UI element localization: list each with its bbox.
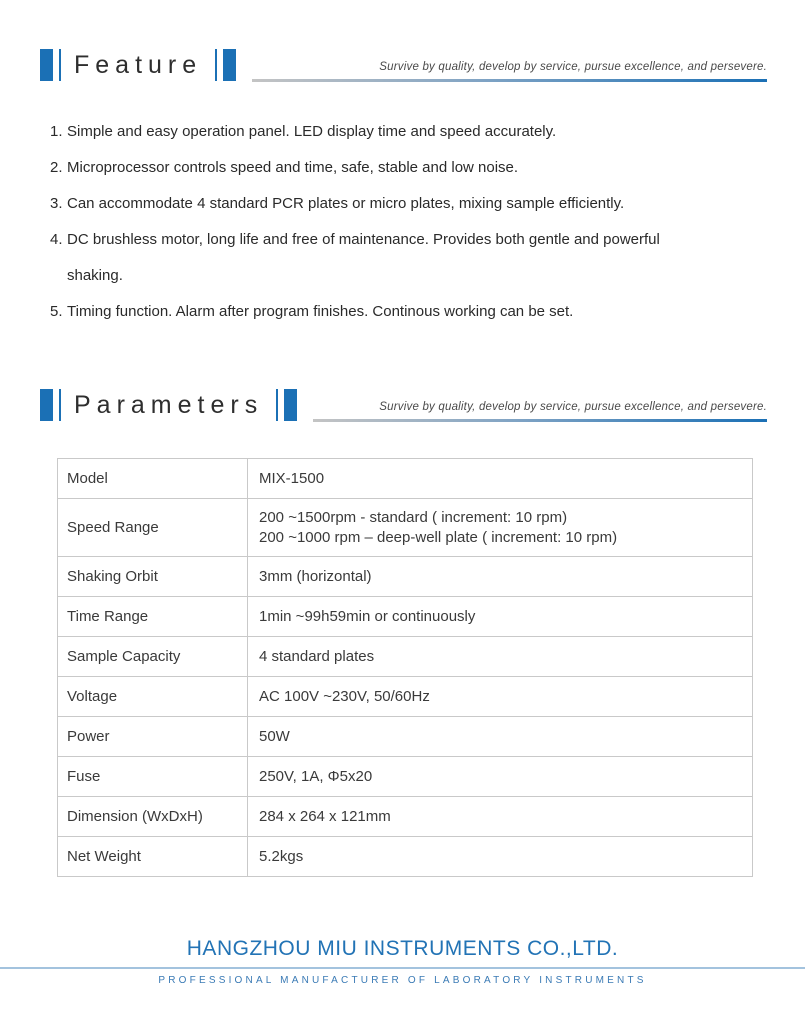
table-row bbox=[58, 459, 753, 499]
item-number: 1. bbox=[50, 123, 63, 140]
table-row bbox=[58, 557, 753, 597]
param-label: Time Range bbox=[58, 597, 248, 637]
item-body bbox=[67, 186, 765, 222]
table-row bbox=[58, 499, 753, 557]
table-row bbox=[58, 757, 753, 797]
param-label: Power bbox=[58, 717, 248, 757]
table-row bbox=[58, 677, 753, 717]
item-number: 5. bbox=[50, 303, 63, 320]
list-item bbox=[50, 150, 765, 186]
accent-bar-thick bbox=[284, 389, 297, 421]
accent-bar-thick bbox=[223, 49, 236, 81]
item-body bbox=[67, 150, 765, 186]
footer-divider bbox=[0, 967, 805, 969]
item-number: 3. bbox=[50, 195, 63, 212]
feature-header-right bbox=[252, 48, 767, 82]
param-value-line: 5.2kgs bbox=[259, 847, 304, 865]
param-value-line: 200 ~1500rpm - standard ( increment: 10 rpm) bbox=[259, 508, 568, 526]
param-label: Dimension (WxDxH) bbox=[58, 797, 248, 837]
item-text: DC brushless motor, long life and free of maintenance. Provides both gentle and powerful bbox=[67, 231, 660, 248]
accent-bar-thin bbox=[276, 389, 278, 421]
param-value-line: AC 100V ~230V, 50/60Hz bbox=[259, 687, 430, 705]
table-row bbox=[58, 717, 753, 757]
param-value bbox=[248, 757, 753, 797]
item-text: Can accommodate 4 standard PCR plates or micro plates, mixing sample efficiently. bbox=[67, 195, 625, 212]
param-value bbox=[248, 499, 753, 557]
param-value-line: 3mm (horizontal) bbox=[259, 567, 372, 585]
accent-bar-thin bbox=[59, 49, 61, 81]
param-value-line: MIX-1500 bbox=[259, 469, 325, 487]
feature-title: Feature bbox=[74, 51, 203, 79]
table-row bbox=[58, 797, 753, 837]
param-value bbox=[248, 837, 753, 877]
item-text: Timing function. Alarm after program finishes. Continous working can be set. bbox=[67, 303, 574, 320]
param-value-line2: 200 ~1000 rpm – deep-well plate ( increment: 10 rpm) bbox=[259, 528, 618, 546]
param-label: Sample Capacity bbox=[58, 637, 248, 677]
accent-bar-thin bbox=[59, 389, 61, 421]
param-value-line: 250V, 1A, Φ5x20 bbox=[259, 767, 373, 785]
param-value bbox=[248, 597, 753, 637]
table-row bbox=[58, 597, 753, 637]
param-label: Speed Range bbox=[58, 499, 248, 557]
company-name: HANGZHOU MIU INSTRUMENTS CO.,LTD. bbox=[186, 937, 619, 960]
item-body bbox=[67, 294, 765, 330]
parameters-header-rule bbox=[313, 419, 767, 422]
param-label: Shaking Orbit bbox=[58, 557, 248, 597]
item-number: 2. bbox=[50, 159, 63, 176]
item-body bbox=[67, 222, 765, 294]
parameters-header-right bbox=[313, 388, 767, 422]
parameters-section-header bbox=[40, 388, 767, 422]
param-value bbox=[248, 677, 753, 717]
parameters-tagline: Survive by quality, develop by service, pursue excellence, and persevere. bbox=[379, 401, 767, 413]
table-row bbox=[58, 637, 753, 677]
accent-bar-thin bbox=[215, 49, 217, 81]
feature-section-header bbox=[40, 48, 767, 82]
list-item bbox=[50, 114, 765, 150]
list-item bbox=[50, 186, 765, 222]
param-label: Voltage bbox=[58, 677, 248, 717]
param-value bbox=[248, 459, 753, 499]
item-text-line2: shaking. bbox=[67, 267, 123, 284]
param-label: Fuse bbox=[58, 757, 248, 797]
feature-list bbox=[50, 114, 765, 330]
item-number: 4. bbox=[50, 231, 63, 248]
feature-header-rule bbox=[252, 79, 767, 82]
param-label: Net Weight bbox=[58, 837, 248, 877]
item-text: Microprocessor controls speed and time, safe, stable and low noise. bbox=[67, 159, 519, 176]
table-row bbox=[58, 837, 753, 877]
list-item bbox=[50, 222, 765, 294]
param-value bbox=[248, 717, 753, 757]
footer bbox=[0, 937, 805, 986]
parameters-title: Parameters bbox=[74, 391, 264, 419]
item-body bbox=[67, 114, 765, 150]
accent-bar-thick bbox=[40, 49, 53, 81]
company-subtitle: PROFESSIONAL MANUFACTURER OF LABORATORY INSTRUMENTS bbox=[158, 975, 647, 986]
param-value-line: 4 standard plates bbox=[259, 647, 375, 665]
param-value-line: 284 x 264 x 121mm bbox=[259, 807, 391, 825]
accent-bar-thick bbox=[40, 389, 53, 421]
param-value bbox=[248, 557, 753, 597]
item-text: Simple and easy operation panel. LED display time and speed accurately. bbox=[67, 123, 557, 140]
param-value-line: 1min ~99h59min or continuously bbox=[259, 607, 476, 625]
param-value bbox=[248, 797, 753, 837]
param-value-line: 50W bbox=[259, 727, 290, 745]
list-item bbox=[50, 294, 765, 330]
feature-tagline: Survive by quality, develop by service, pursue excellence, and persevere. bbox=[379, 61, 767, 73]
param-label: Model bbox=[58, 459, 248, 499]
param-value bbox=[248, 637, 753, 677]
parameters-table bbox=[57, 458, 753, 877]
